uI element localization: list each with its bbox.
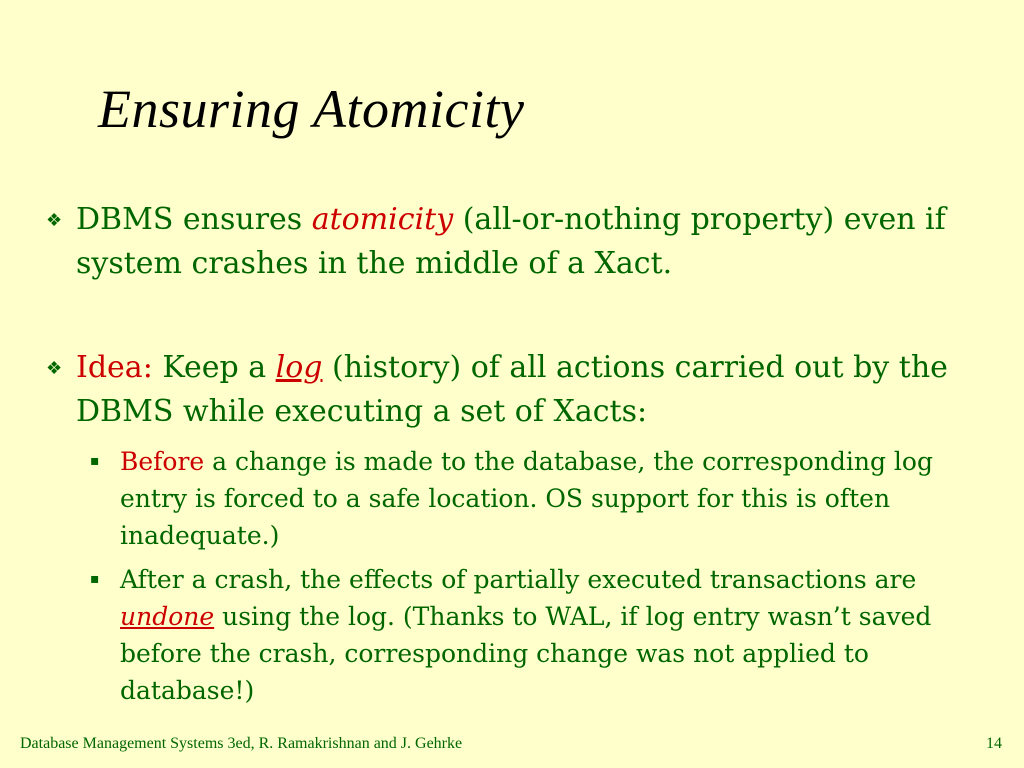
term-undone: undone (120, 602, 215, 631)
term-atomicity: atomicity (311, 202, 454, 237)
bullet-rest: (all-or-nothing property) even if system crashes in the middle of a Xact. (76, 202, 946, 281)
term-log: log (275, 350, 323, 385)
slide-title: Ensuring Atomicity (98, 79, 525, 139)
bullet-prefix: DBMS ensures (76, 202, 312, 237)
bullet-prefix: Keep a (152, 350, 276, 385)
square-bullet-icon: ▪ (90, 453, 100, 469)
sub-bullet-rest: a change is made to the database, the corresponding log entry is forced to a safe location. OS support for this is often inadequate.) (120, 447, 933, 550)
diamond-bullet-icon: ❖ (46, 358, 63, 379)
bullet-rest: (history) of all actions carried out by the DBMS while executing a set of Xacts: (76, 350, 948, 429)
sub-bullet-before (90, 443, 990, 554)
page-number: 14 (986, 735, 1002, 752)
bullet-text (76, 198, 976, 286)
sub-bullet-text (120, 443, 990, 554)
sub-bullet-rest: using the log. (Thanks to WAL, if log entry wasn’t saved before the crash, corresponding change was not applied to database!) (120, 602, 932, 705)
bullet-idea (46, 346, 976, 434)
diamond-bullet-icon: ❖ (46, 210, 63, 231)
sub-bullet-prefix: After a crash, the effects of partially executed transactions are (120, 565, 917, 594)
bullet-text (76, 346, 976, 434)
before-label: Before (120, 447, 205, 476)
square-bullet-icon: ▪ (90, 571, 100, 587)
sub-bullet-text (120, 561, 990, 709)
bullet-atomicity (46, 198, 976, 286)
idea-label: Idea: (76, 350, 153, 385)
sub-bullet-after-crash (90, 561, 990, 709)
footer-source: Database Management Systems 3ed, R. Ramakrishnan and J. Gehrke (20, 735, 463, 752)
